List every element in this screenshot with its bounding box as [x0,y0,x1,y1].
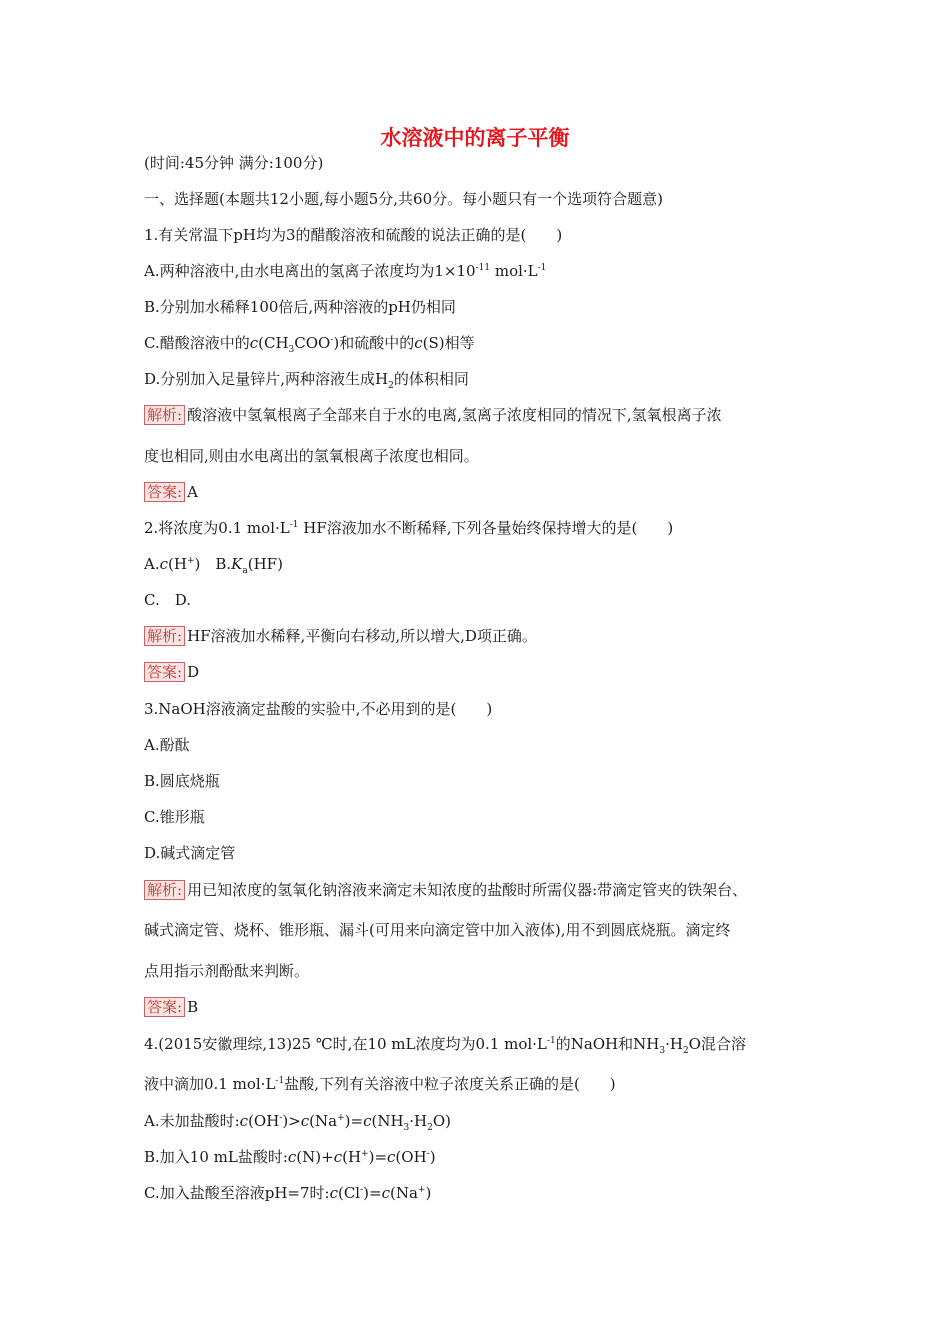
q1-option-b: B.分别加水稀释100倍后,两种溶液的pH仍相同 [144,298,456,316]
section-heading: 一、选择题(本题共12小题,每小题5分,共60分。每小题只有一个选项符合题意) [144,190,663,208]
q3-stem: 3.NaOH溶液滴定盐酸的实验中,不必用到的是( ) [144,700,493,718]
q3-option-d: D.碱式滴定管 [144,844,236,862]
q4-option-a: A.未加盐酸时$:c(OH^-)>c(Na^+)=c(NH_3\cdot H_2O)$ [144,1112,452,1133]
q3-option-b: B.圆底烧瓶 [144,772,220,790]
q1-explanation: 解析: 酸溶液中氢氧根离子全部来自于水的电离,氢离子浓度相同的情况下,氢氧根离子浓 [144,405,722,425]
answer-tag: 答案: [144,662,185,682]
explanation-tag: 解析: [144,405,185,425]
q2-options-cd: C. D. [144,591,191,609]
q3-option-a: A.酚酞 [144,736,190,754]
q3-explanation-cont: 碱式滴定管、烧杯、锥形瓶、漏斗(可用来向滴定管中加入液体),用不到圆底烧瓶。滴定终 [144,921,731,939]
q1-option-c: C.醋酸溶液中的$c(CH_3COO^-)$和硫酸中的c(S)相等 [144,334,475,355]
explanation-tag: 解析: [144,626,185,646]
page-title: 水溶液中的离子平衡 [380,126,570,150]
q4-option-c: C.加入盐酸至溶液pH=7时:c(Cl-)=c(Na+) [144,1184,432,1202]
q1-stem: 1.有关常温下pH均为3的醋酸溶液和硫酸的说法正确的是( ) [144,226,563,244]
q2-answer: 答案: D [144,662,199,682]
answer-tag: 答案: [144,482,185,502]
q4-option-b: B.加入10 mL盐酸时:c(N)+c(H+)=c(OH-) [144,1148,436,1166]
q1-answer: 答案: A [144,482,198,502]
q3-answer: 答案: B [144,997,198,1017]
q2-options-ab: A.c(H+) $B.K_a(HF)$ [144,555,283,576]
q1-option-a: A.两种溶液中,由水电离出的氢离子浓度均为$1\times 10^{-11}$ $mol\cdot L^{-1}$ [144,262,547,280]
q2-explanation: 解析: HF溶液加水稀释,平衡向右移动,所以增大,D项正确。 [144,626,537,646]
q3-option-c: C.锥形瓶 [144,808,205,826]
q3-explanation-cont2: 点用指示剂酚酞来判断。 [144,962,310,980]
q2-stem: 2.将浓度为0.1 $mol\cdot L^{-1}$ HF溶液加水不断稀释,下列各量始终保持增大的是( ) [144,519,674,537]
q4-stem: 4.(2015安徽理综,13)25 ℃时,在10 mL浓度均为0.1 $mol\cdot L^{-1}$的NaOH和$NH_3\cdot H_2O$混合溶 [144,1035,746,1056]
q3-explanation: 解析: 用已知浓度的氢氧化钠溶液来滴定未知浓度的盐酸时所需仪器:带滴定管夹的铁架台、 [144,880,747,900]
q1-explanation-cont: 度也相同,则由水电离出的氢氧根离子浓度也相同。 [144,447,479,465]
q4-stem-cont: 液中滴加0.1 $mol\cdot L^{-1}$盐酸,下列有关溶液中粒子浓度关系正确的是( ) [144,1075,616,1093]
answer-tag: 答案: [144,997,185,1017]
exam-meta: (时间:45分钟 满分:100分) [144,154,324,172]
explanation-tag: 解析: [144,880,185,900]
q1-option-d: D.分别加入足量锌片,两种溶液生成$H_2$的体积相同 [144,370,469,391]
